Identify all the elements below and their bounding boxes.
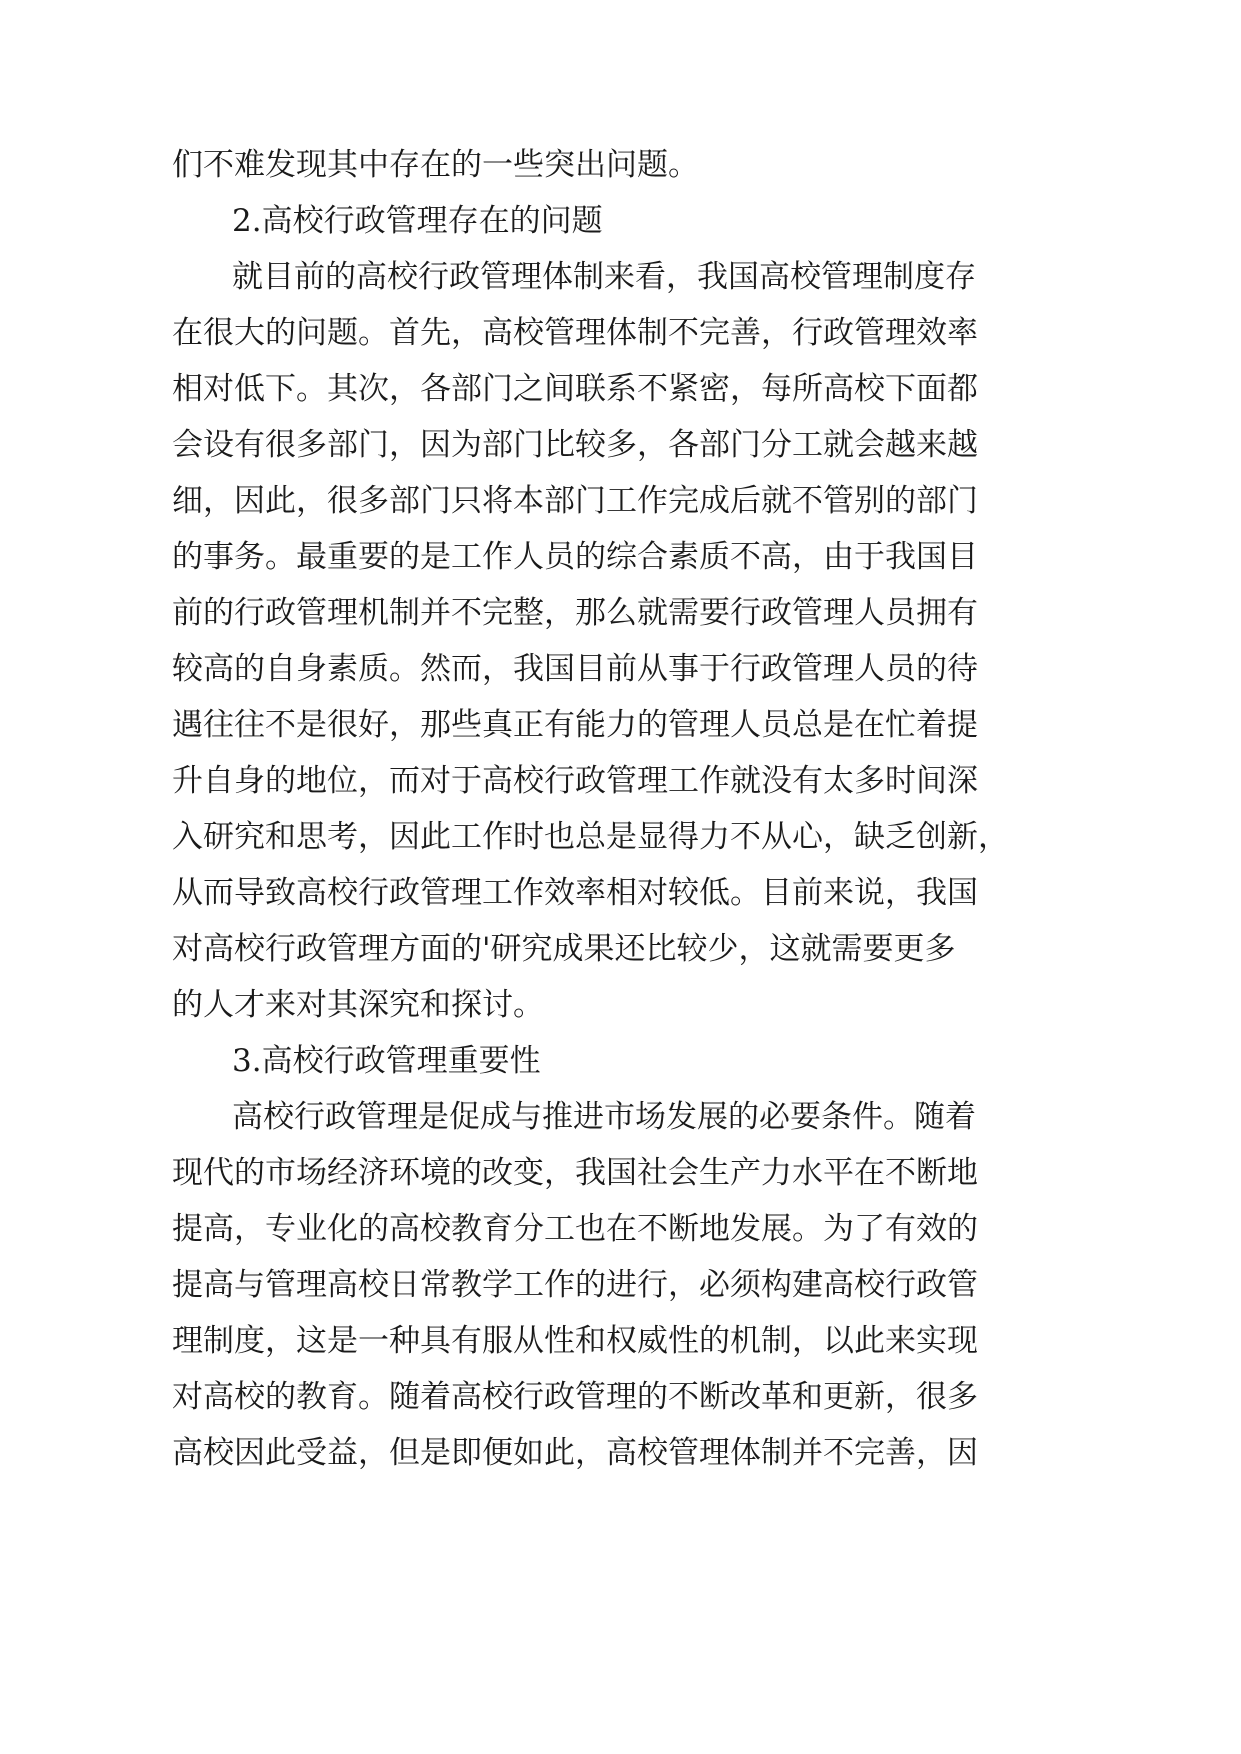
body-text-line: 的事务。最重要的是工作人员的综合素质不高，由于我国目 <box>172 539 978 575</box>
body-text-line: 提高与管理高校日常教学工作的进行，必须构建高校行政管 <box>172 1267 978 1303</box>
section-heading: 3.高校行政管理重要性 <box>232 1043 541 1079</box>
section-heading: 2.高校行政管理存在的问题 <box>232 203 603 239</box>
body-text-line: 入研究和思考，因此工作时也总是显得力不从心，缺乏创新， <box>172 819 1009 855</box>
body-text-line: 提高，专业化的高校教育分工也在不断地发展。为了有效的 <box>172 1211 978 1247</box>
body-text-line: 们不难发现其中存在的一些突出问题。 <box>172 147 699 183</box>
body-text-line: 高校因此受益，但是即便如此，高校管理体制并不完善，因 <box>172 1435 978 1471</box>
body-text-line: 升自身的地位，而对于高校行政管理工作就没有太多时间深 <box>172 763 978 799</box>
body-text-line: 前的行政管理机制并不完整，那么就需要行政管理人员拥有 <box>172 595 978 631</box>
body-text-line: 会设有很多部门，因为部门比较多，各部门分工就会越来越 <box>172 427 978 463</box>
body-text-line: 遇往往不是很好，那些真正有能力的管理人员总是在忙着提 <box>172 707 978 743</box>
body-text-line: 较高的自身素质。然而，我国目前从事于行政管理人员的待 <box>172 651 978 687</box>
body-text-line: 理制度，这是一种具有服从性和权威性的机制，以此来实现 <box>172 1323 978 1359</box>
body-text-line: 相对低下。其次，各部门之间联系不紧密，每所高校下面都 <box>172 371 978 407</box>
body-text-line: 高校行政管理是促成与推进市场发展的必要条件。随着 <box>232 1099 976 1135</box>
body-text-line: 就目前的高校行政管理体制来看，我国高校管理制度存 <box>232 259 976 295</box>
body-text-line: 的人才来对其深究和探讨。 <box>172 987 544 1023</box>
body-text-line: 从而导致高校行政管理工作效率相对较低。目前来说，我国 <box>172 875 978 911</box>
body-text-line: 对高校的教育。随着高校行政管理的不断改革和更新，很多 <box>172 1379 978 1415</box>
body-text-line: 对高校行政管理方面的'研究成果还比较少，这就需要更多 <box>172 931 956 967</box>
body-text-line: 细，因此，很多部门只将本部门工作完成后就不管别的部门 <box>172 483 978 519</box>
body-text-line: 现代的市场经济环境的改变，我国社会生产力水平在不断地 <box>172 1155 978 1191</box>
body-text-line: 在很大的问题。首先，高校管理体制不完善，行政管理效率 <box>172 315 978 351</box>
